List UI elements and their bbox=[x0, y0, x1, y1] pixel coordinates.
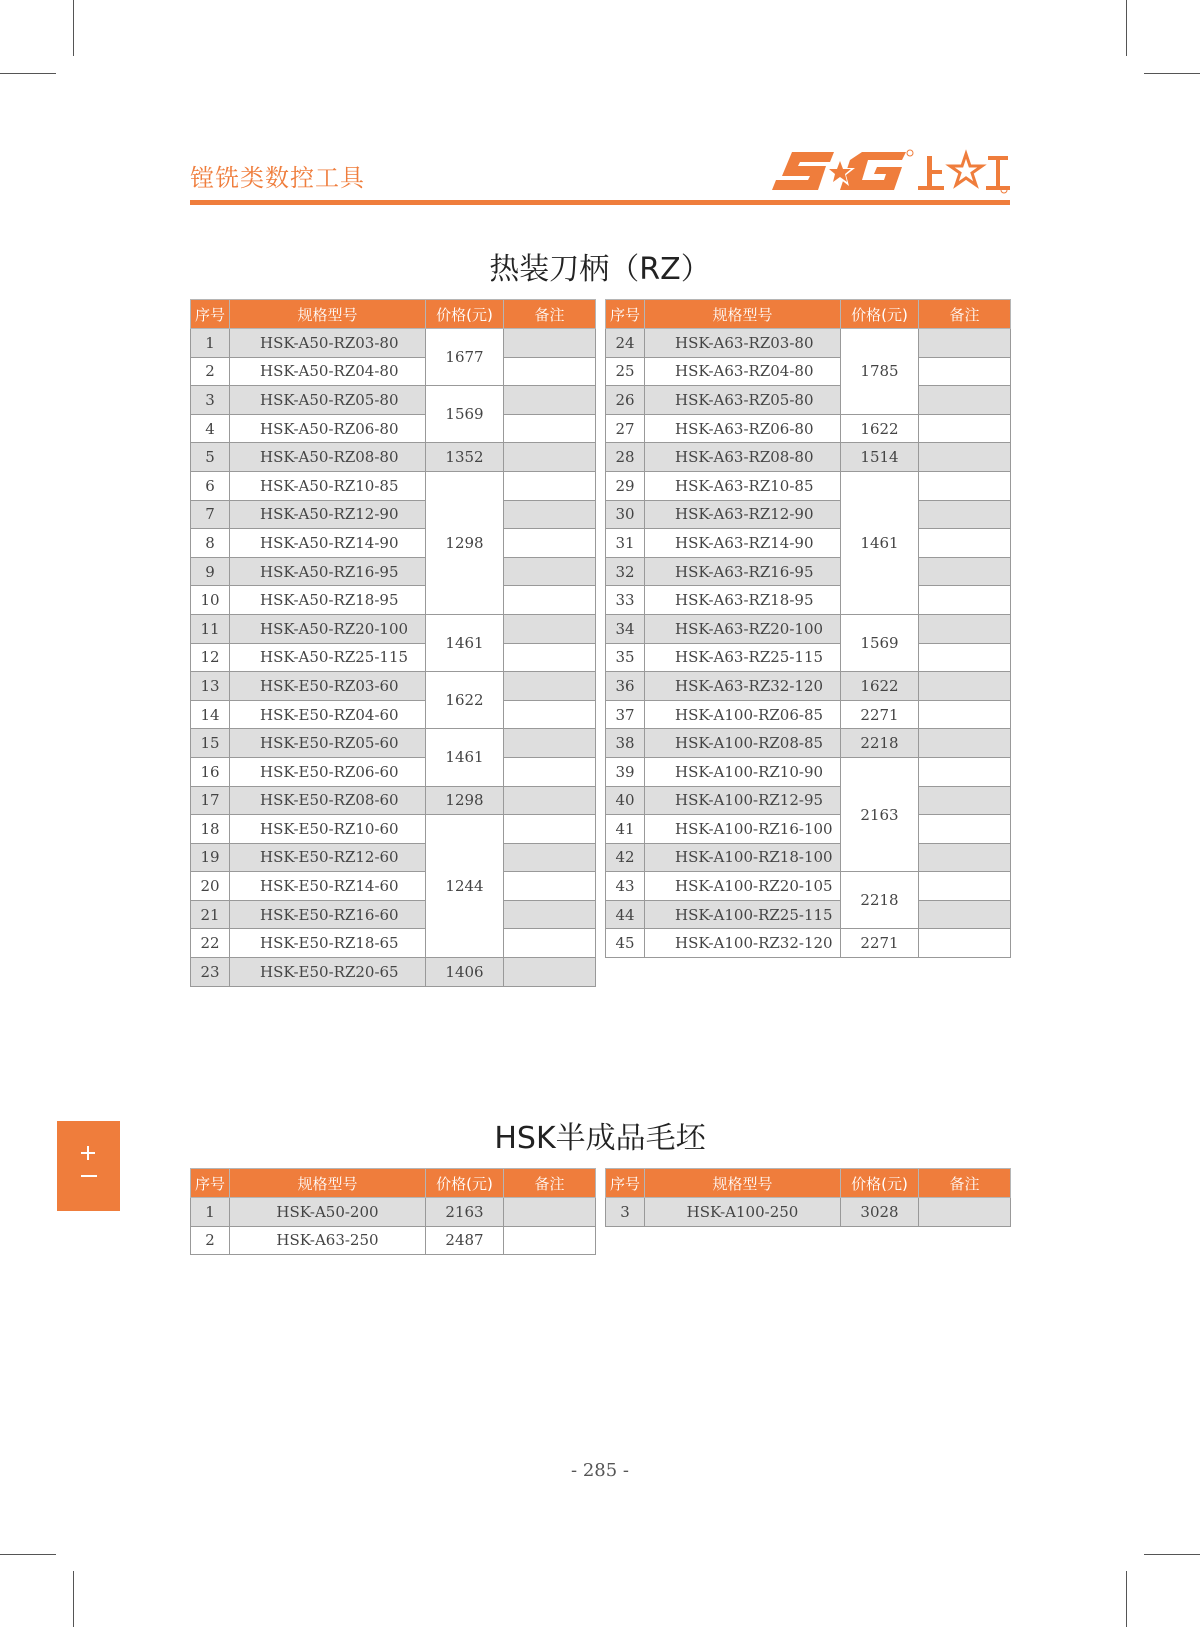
cell-no: 8 bbox=[191, 529, 230, 558]
cell-no: 19 bbox=[191, 843, 230, 872]
col-header-model: 规格型号 bbox=[645, 300, 841, 329]
cell-model: HSK-E50-RZ06-60 bbox=[230, 757, 426, 786]
cell-remark bbox=[919, 872, 1011, 901]
cell-price: 1622 bbox=[841, 672, 919, 701]
table-row bbox=[191, 414, 596, 443]
cell-no: 39 bbox=[606, 757, 645, 786]
table-row bbox=[606, 414, 1011, 443]
cell-model: HSK-A100-RZ06-85 bbox=[645, 700, 841, 729]
col-header-price: 价格(元) bbox=[426, 300, 504, 329]
cell-model: HSK-A100-RZ16-100 bbox=[645, 815, 841, 844]
cell-no: 22 bbox=[191, 929, 230, 958]
col-header-remark: 备注 bbox=[919, 1169, 1011, 1198]
table-row bbox=[191, 672, 596, 701]
cell-model: HSK-A50-RZ10-85 bbox=[230, 471, 426, 500]
cell-remark bbox=[504, 786, 596, 815]
table-row bbox=[191, 700, 596, 729]
table-row bbox=[606, 586, 1011, 615]
cell-model: HSK-A50-RZ25-115 bbox=[230, 643, 426, 672]
table-row bbox=[191, 929, 596, 958]
cell-no: 35 bbox=[606, 643, 645, 672]
cell-remark bbox=[919, 443, 1011, 472]
cell-no: 17 bbox=[191, 786, 230, 815]
cell-price: 1569 bbox=[426, 386, 504, 443]
cell-no: 23 bbox=[191, 958, 230, 987]
table-row bbox=[606, 786, 1011, 815]
cell-remark bbox=[919, 357, 1011, 386]
cell-remark bbox=[919, 815, 1011, 844]
cell-no: 32 bbox=[606, 557, 645, 586]
cell-remark bbox=[919, 586, 1011, 615]
cell-model: HSK-A50-RZ18-95 bbox=[230, 586, 426, 615]
cell-price: 1785 bbox=[841, 329, 919, 415]
cell-no: 2 bbox=[191, 1226, 230, 1255]
cell-price: 1461 bbox=[841, 471, 919, 614]
table-header-row bbox=[606, 1169, 1011, 1198]
cell-price: 1622 bbox=[841, 414, 919, 443]
table-row bbox=[606, 329, 1011, 358]
cell-model: HSK-A63-RZ32-120 bbox=[645, 672, 841, 701]
cell-remark bbox=[504, 900, 596, 929]
table-row bbox=[606, 614, 1011, 643]
cell-no: 20 bbox=[191, 872, 230, 901]
cell-no: 38 bbox=[606, 729, 645, 758]
cell-model: HSK-A100-RZ18-100 bbox=[645, 843, 841, 872]
table-row bbox=[191, 500, 596, 529]
cell-model: HSK-A50-RZ03-80 bbox=[230, 329, 426, 358]
table-row bbox=[191, 1226, 596, 1255]
brand-logo bbox=[770, 146, 1010, 200]
table-row bbox=[606, 357, 1011, 386]
cell-model: HSK-A100-RZ25-115 bbox=[645, 900, 841, 929]
table-row bbox=[191, 872, 596, 901]
cell-model: HSK-E50-RZ10-60 bbox=[230, 815, 426, 844]
cell-no: 10 bbox=[191, 586, 230, 615]
cell-no: 15 bbox=[191, 729, 230, 758]
cell-remark bbox=[504, 586, 596, 615]
table-row bbox=[191, 357, 596, 386]
table-row bbox=[606, 529, 1011, 558]
cell-remark bbox=[504, 672, 596, 701]
cell-remark bbox=[504, 443, 596, 472]
cell-model: HSK-A50-200 bbox=[230, 1198, 426, 1227]
table-row bbox=[191, 529, 596, 558]
table-row bbox=[191, 958, 596, 987]
cell-remark bbox=[504, 1198, 596, 1227]
cell-model: HSK-A63-RZ05-80 bbox=[645, 386, 841, 415]
crop-mark-top-right-v bbox=[1126, 0, 1127, 56]
cell-price: 2218 bbox=[841, 872, 919, 929]
cell-no: 18 bbox=[191, 815, 230, 844]
cell-model: HSK-A63-RZ03-80 bbox=[645, 329, 841, 358]
col-header-model: 规格型号 bbox=[645, 1169, 841, 1198]
cell-price: 1244 bbox=[426, 815, 504, 958]
cell-remark bbox=[919, 500, 1011, 529]
cell-no: 21 bbox=[191, 900, 230, 929]
cell-model: HSK-A100-RZ12-95 bbox=[645, 786, 841, 815]
cell-no: 3 bbox=[606, 1198, 645, 1227]
cell-remark bbox=[919, 700, 1011, 729]
cell-price: 2271 bbox=[841, 700, 919, 729]
col-header-no: 序号 bbox=[191, 1169, 230, 1198]
table-row bbox=[191, 643, 596, 672]
cell-model: HSK-A63-RZ20-100 bbox=[645, 614, 841, 643]
col-header-no: 序号 bbox=[606, 1169, 645, 1198]
cell-model: HSK-A63-250 bbox=[230, 1226, 426, 1255]
cell-price: 1406 bbox=[426, 958, 504, 987]
cell-remark bbox=[919, 386, 1011, 415]
cell-no: 2 bbox=[191, 357, 230, 386]
table-row bbox=[606, 500, 1011, 529]
cell-price: 1622 bbox=[426, 672, 504, 729]
cell-price: 1298 bbox=[426, 471, 504, 614]
cell-no: 4 bbox=[191, 414, 230, 443]
cell-price: 2163 bbox=[841, 757, 919, 871]
cell-model: HSK-E50-RZ20-65 bbox=[230, 958, 426, 987]
cell-remark bbox=[919, 414, 1011, 443]
cell-no: 3 bbox=[191, 386, 230, 415]
cell-remark bbox=[504, 843, 596, 872]
page-number: - 285 - bbox=[571, 1460, 629, 1481]
cell-model: HSK-A100-RZ32-120 bbox=[645, 929, 841, 958]
cell-price: 1298 bbox=[426, 786, 504, 815]
plus-minus-icon bbox=[57, 1141, 120, 1165]
cell-model: HSK-A50-RZ06-80 bbox=[230, 414, 426, 443]
cell-remark bbox=[504, 872, 596, 901]
cell-model: HSK-A100-RZ10-90 bbox=[645, 757, 841, 786]
cell-no: 42 bbox=[606, 843, 645, 872]
cell-price: 2218 bbox=[841, 729, 919, 758]
table-row bbox=[606, 843, 1011, 872]
cell-no: 14 bbox=[191, 700, 230, 729]
table-row bbox=[191, 386, 596, 415]
col-header-remark: 备注 bbox=[504, 300, 596, 329]
blank-price-table-left bbox=[190, 1168, 596, 1255]
cell-remark bbox=[504, 815, 596, 844]
cell-no: 13 bbox=[191, 672, 230, 701]
cell-no: 9 bbox=[191, 557, 230, 586]
table-row bbox=[606, 386, 1011, 415]
table-row bbox=[191, 614, 596, 643]
table-row bbox=[606, 700, 1011, 729]
table-row bbox=[191, 815, 596, 844]
cell-remark bbox=[919, 786, 1011, 815]
table-row bbox=[606, 757, 1011, 786]
crop-mark-bottom-left-h bbox=[0, 1554, 56, 1555]
table-row bbox=[606, 929, 1011, 958]
cell-no: 5 bbox=[191, 443, 230, 472]
cell-price: 3028 bbox=[841, 1198, 919, 1227]
cell-remark bbox=[504, 1226, 596, 1255]
crop-mark-bottom-left-v bbox=[73, 1571, 74, 1627]
cell-model: HSK-A50-RZ20-100 bbox=[230, 614, 426, 643]
crop-mark-top-right-h bbox=[1144, 73, 1200, 74]
cell-remark bbox=[504, 386, 596, 415]
cell-model: HSK-A50-RZ08-80 bbox=[230, 443, 426, 472]
side-tab bbox=[57, 1121, 120, 1211]
cell-remark bbox=[504, 414, 596, 443]
cell-remark bbox=[919, 471, 1011, 500]
cell-no: 30 bbox=[606, 500, 645, 529]
table-row bbox=[191, 557, 596, 586]
col-header-model: 规格型号 bbox=[230, 1169, 426, 1198]
cell-remark bbox=[919, 614, 1011, 643]
col-header-price: 价格(元) bbox=[841, 300, 919, 329]
crop-mark-top-left-h bbox=[0, 73, 56, 74]
cell-remark bbox=[919, 757, 1011, 786]
minus-bar bbox=[81, 1175, 97, 1177]
table-row bbox=[191, 729, 596, 758]
table-row bbox=[606, 443, 1011, 472]
cell-model: HSK-E50-RZ08-60 bbox=[230, 786, 426, 815]
cell-remark bbox=[504, 614, 596, 643]
col-header-no: 序号 bbox=[191, 300, 230, 329]
cell-price: 1569 bbox=[841, 614, 919, 671]
cell-model: HSK-E50-RZ12-60 bbox=[230, 843, 426, 872]
cell-price: 2163 bbox=[426, 1198, 504, 1227]
cell-no: 34 bbox=[606, 614, 645, 643]
cell-model: HSK-A63-RZ25-115 bbox=[645, 643, 841, 672]
cell-price: 1352 bbox=[426, 443, 504, 472]
cell-price: 1461 bbox=[426, 614, 504, 671]
cell-no: 11 bbox=[191, 614, 230, 643]
table-row bbox=[606, 557, 1011, 586]
cell-price: 2487 bbox=[426, 1226, 504, 1255]
cell-no: 33 bbox=[606, 586, 645, 615]
crop-mark-top-left-v bbox=[73, 0, 74, 56]
cell-no: 31 bbox=[606, 529, 645, 558]
cell-model: HSK-A50-RZ14-90 bbox=[230, 529, 426, 558]
table-row bbox=[191, 586, 596, 615]
cell-no: 12 bbox=[191, 643, 230, 672]
cell-no: 16 bbox=[191, 757, 230, 786]
cell-remark bbox=[504, 329, 596, 358]
cell-remark bbox=[504, 643, 596, 672]
cell-no: 29 bbox=[606, 471, 645, 500]
cell-remark bbox=[504, 357, 596, 386]
cell-no: 36 bbox=[606, 672, 645, 701]
cell-remark bbox=[504, 700, 596, 729]
crop-mark-bottom-right-v bbox=[1126, 1571, 1127, 1627]
cell-price: 1461 bbox=[426, 729, 504, 786]
table-row bbox=[191, 757, 596, 786]
cell-no: 43 bbox=[606, 872, 645, 901]
cell-model: HSK-A100-RZ20-105 bbox=[645, 872, 841, 901]
col-header-price: 价格(元) bbox=[426, 1169, 504, 1198]
cell-model: HSK-A63-RZ14-90 bbox=[645, 529, 841, 558]
cell-model: HSK-A50-RZ16-95 bbox=[230, 557, 426, 586]
cell-price: 1677 bbox=[426, 329, 504, 386]
table-row bbox=[606, 471, 1011, 500]
category-title: 镗铣类数控工具 bbox=[190, 164, 365, 192]
cell-remark bbox=[919, 672, 1011, 701]
cell-no: 1 bbox=[191, 1198, 230, 1227]
cell-model: HSK-A63-RZ06-80 bbox=[645, 414, 841, 443]
table-row bbox=[606, 872, 1011, 901]
cell-remark bbox=[504, 471, 596, 500]
cell-no: 27 bbox=[606, 414, 645, 443]
cell-remark bbox=[919, 843, 1011, 872]
cell-no: 37 bbox=[606, 700, 645, 729]
table-row bbox=[606, 1198, 1011, 1227]
cell-model: HSK-A63-RZ10-85 bbox=[645, 471, 841, 500]
table-row bbox=[191, 471, 596, 500]
cell-remark bbox=[504, 929, 596, 958]
cell-model: HSK-A50-RZ05-80 bbox=[230, 386, 426, 415]
table-row bbox=[606, 643, 1011, 672]
section-title-rz: 热装刀柄（RZ） bbox=[489, 252, 711, 287]
cell-no: 40 bbox=[606, 786, 645, 815]
cell-model: HSK-A63-RZ12-90 bbox=[645, 500, 841, 529]
cell-remark bbox=[919, 529, 1011, 558]
table-row bbox=[606, 672, 1011, 701]
cell-model: HSK-A100-250 bbox=[645, 1198, 841, 1227]
col-header-remark: 备注 bbox=[919, 300, 1011, 329]
header-rule bbox=[190, 200, 1010, 205]
cell-model: HSK-A63-RZ18-95 bbox=[645, 586, 841, 615]
table-row bbox=[191, 329, 596, 358]
cell-remark bbox=[504, 557, 596, 586]
col-header-model: 规格型号 bbox=[230, 300, 426, 329]
cell-model: HSK-A63-RZ04-80 bbox=[645, 357, 841, 386]
cell-model: HSK-A50-RZ04-80 bbox=[230, 357, 426, 386]
table-header-row bbox=[191, 300, 596, 329]
cell-remark bbox=[919, 900, 1011, 929]
cell-model: HSK-A100-RZ08-85 bbox=[645, 729, 841, 758]
crop-mark-bottom-right-h bbox=[1144, 1554, 1200, 1555]
cell-model: HSK-E50-RZ03-60 bbox=[230, 672, 426, 701]
col-header-no: 序号 bbox=[606, 300, 645, 329]
col-header-price: 价格(元) bbox=[841, 1169, 919, 1198]
cell-remark bbox=[919, 329, 1011, 358]
cell-remark bbox=[504, 757, 596, 786]
col-header-remark: 备注 bbox=[504, 1169, 596, 1198]
cell-remark bbox=[504, 529, 596, 558]
cell-remark bbox=[504, 729, 596, 758]
cell-model: HSK-E50-RZ14-60 bbox=[230, 872, 426, 901]
cell-remark bbox=[504, 500, 596, 529]
table-row bbox=[606, 900, 1011, 929]
cell-price: 2271 bbox=[841, 929, 919, 958]
cell-remark bbox=[919, 557, 1011, 586]
table-row bbox=[191, 786, 596, 815]
cell-model: HSK-E50-RZ05-60 bbox=[230, 729, 426, 758]
cell-model: HSK-A50-RZ12-90 bbox=[230, 500, 426, 529]
cell-remark bbox=[919, 729, 1011, 758]
cell-no: 44 bbox=[606, 900, 645, 929]
table-row bbox=[606, 815, 1011, 844]
cell-model: HSK-A63-RZ08-80 bbox=[645, 443, 841, 472]
cell-no: 7 bbox=[191, 500, 230, 529]
table-row bbox=[191, 443, 596, 472]
cell-model: HSK-A63-RZ16-95 bbox=[645, 557, 841, 586]
cell-model: HSK-E50-RZ18-65 bbox=[230, 929, 426, 958]
cell-no: 1 bbox=[191, 329, 230, 358]
cell-model: HSK-E50-RZ04-60 bbox=[230, 700, 426, 729]
table-header-row bbox=[191, 1169, 596, 1198]
section-title-blank: HSK半成品毛坯 bbox=[494, 1121, 706, 1156]
cell-model: HSK-E50-RZ16-60 bbox=[230, 900, 426, 929]
cell-no: 6 bbox=[191, 471, 230, 500]
cell-remark bbox=[919, 929, 1011, 958]
table-header-row bbox=[606, 300, 1011, 329]
cell-price: 1514 bbox=[841, 443, 919, 472]
cell-no: 28 bbox=[606, 443, 645, 472]
table-row bbox=[191, 1198, 596, 1227]
rz-price-table-left bbox=[190, 299, 596, 987]
cell-remark bbox=[504, 958, 596, 987]
cell-no: 45 bbox=[606, 929, 645, 958]
table-row bbox=[191, 900, 596, 929]
cell-no: 41 bbox=[606, 815, 645, 844]
table-row bbox=[606, 729, 1011, 758]
rz-price-table-right bbox=[605, 299, 1011, 958]
cell-no: 24 bbox=[606, 329, 645, 358]
blank-price-table-right bbox=[605, 1168, 1011, 1227]
cell-remark bbox=[919, 1198, 1011, 1227]
table-row bbox=[191, 843, 596, 872]
cell-no: 26 bbox=[606, 386, 645, 415]
cell-no: 25 bbox=[606, 357, 645, 386]
cell-remark bbox=[919, 643, 1011, 672]
